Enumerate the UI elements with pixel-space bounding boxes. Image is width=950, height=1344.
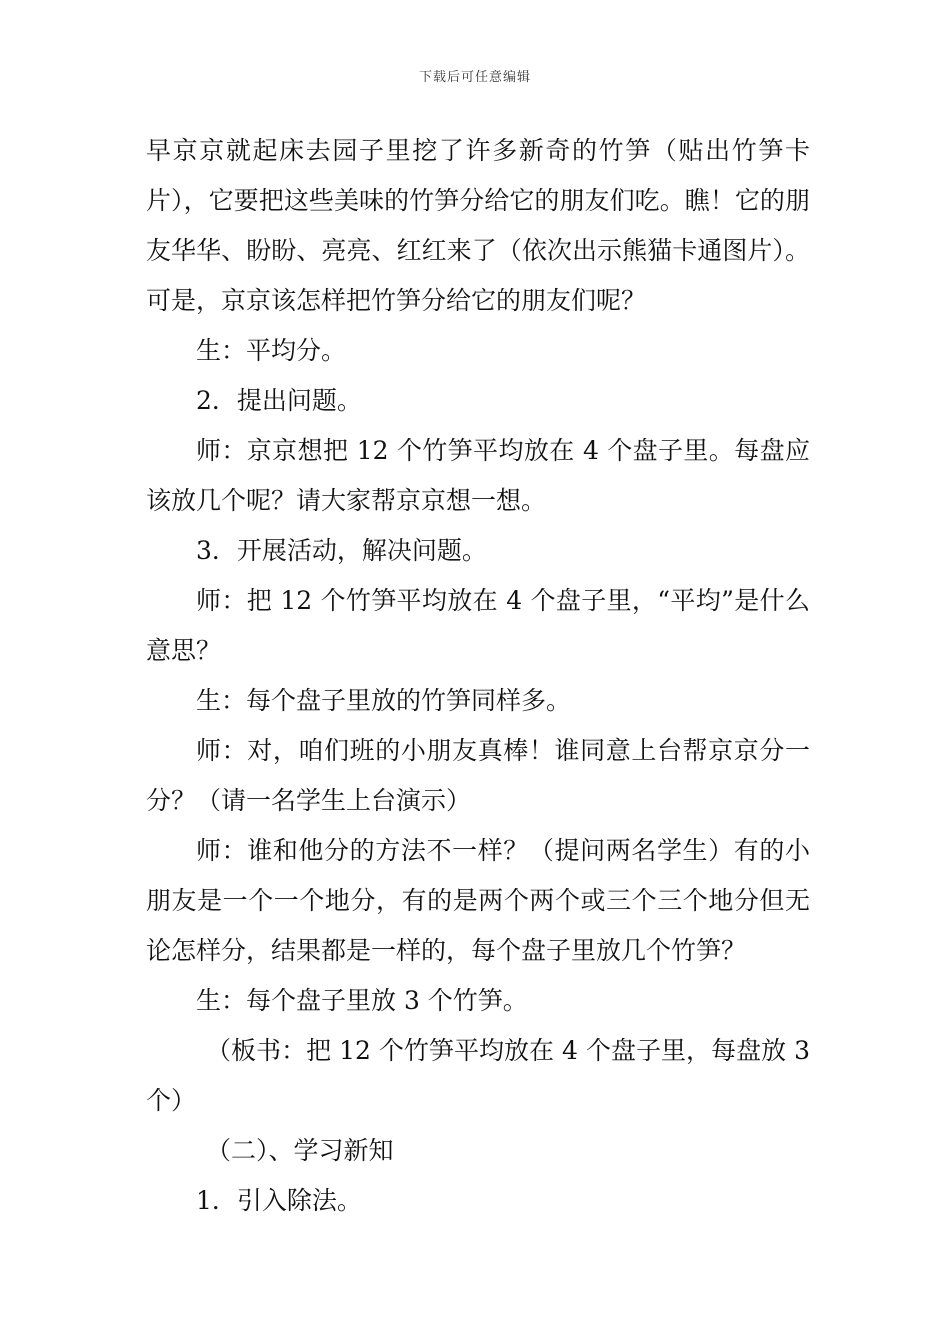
- page-header: 下载后可任意编辑: [418, 70, 531, 85]
- paragraph-student-three: 生：每个盘子里放 3 个竹笋。: [196, 986, 528, 1015]
- paragraph-teacher-praise: 师：对，咱们班的小朋友真棒！谁同意上台帮京京分一分？（请一名学生上台演示）: [146, 736, 810, 815]
- paragraph-teacher-question: 师：京京想把 12 个竹笋平均放在 4 个盘子里。每盘应该放几个呢？请大家帮京京想一想。: [146, 436, 810, 515]
- paragraph-teacher-methods: 师：谁和他分的方法不一样？（提问两名学生）有的小朋友是一个一个地分，有的是两个两个或三个三个地分但无论怎样分，结果都是一样的，每个盘子里放几个竹笋？: [146, 836, 810, 965]
- paragraph-heading-activity: 3．开展活动，解决问题。: [196, 536, 487, 565]
- paragraph-heading-ask-question: 2．提出问题。: [196, 386, 362, 415]
- paragraph-teacher-meaning: 师：把 12 个竹笋平均放在 4 个盘子里，“平均”是什么意思？: [146, 586, 810, 665]
- paragraph-student-same-amount: 生：每个盘子里放的竹笋同样多。: [196, 686, 572, 715]
- paragraph-story: 早京京就起床去园子里挖了许多新奇的竹笋（贴出竹笋卡片），它要把这些美味的竹笋分给它的朋友们吃。瞧！它的朋友华华、盼盼、亮亮、红红来了（依次出示熊猫卡通图片）。可是，京京该怎样把竹笋分给它的朋友们呢？: [146, 136, 810, 315]
- document-body: [146, 126, 810, 1226]
- paragraph-student-answer-average: 生：平均分。: [196, 336, 347, 365]
- paragraph-heading-division: 1．引入除法。: [196, 1186, 362, 1215]
- section-heading-new-knowledge: （二）、学习新知: [206, 1136, 394, 1165]
- paragraph-board-writing: （板书：把 12 个竹笋平均放在 4 个盘子里，每盘放 3 个）: [146, 1036, 810, 1115]
